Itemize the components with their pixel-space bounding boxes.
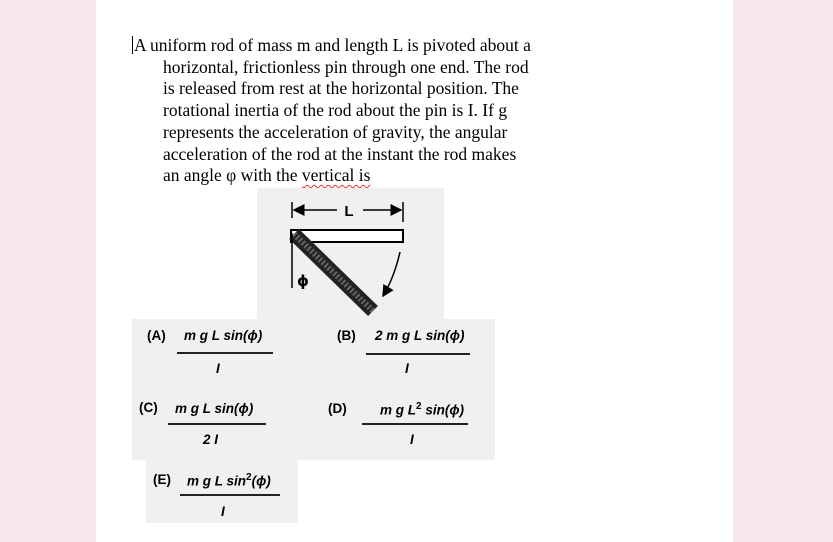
option-c-numerator: m g L sin(ϕ) bbox=[175, 401, 254, 416]
option-a-numerator: m g L sin(ϕ) bbox=[184, 328, 263, 343]
spellcheck-underline: vertical is bbox=[301, 165, 371, 186]
option-c-denominator: 2 I bbox=[203, 432, 219, 447]
rod-diagram bbox=[257, 188, 444, 331]
option-b-fraction-bar bbox=[366, 353, 470, 355]
option-a-fraction-bar bbox=[177, 352, 273, 354]
length-label: L bbox=[344, 203, 354, 220]
option-e-fraction-bar bbox=[180, 494, 280, 496]
question-line-6: acceleration of the rod at the instant the rod makes bbox=[163, 143, 517, 164]
option-c-fraction-bar bbox=[168, 423, 266, 425]
question-line-4: rotational inertia of the rod about the pin is I. If g bbox=[163, 100, 508, 121]
option-d-fraction-bar bbox=[362, 423, 468, 425]
question-line-1: A uniform rod of mass m and length L is pivoted about a bbox=[134, 35, 531, 55]
option-d-denominator: I bbox=[410, 432, 414, 447]
option-b-letter: (B) bbox=[337, 328, 356, 343]
option-b-denominator: I bbox=[405, 361, 409, 376]
option-a-letter: (A) bbox=[147, 328, 166, 343]
option-a-denominator: I bbox=[216, 361, 220, 376]
rotation-arrow bbox=[383, 252, 400, 296]
option-b-numerator: 2 m g L sin(ϕ) bbox=[375, 328, 465, 343]
option-e-letter: (E) bbox=[153, 472, 171, 487]
question-line-7: an angle φ with the vertical is bbox=[163, 165, 371, 186]
option-d-letter: (D) bbox=[328, 401, 347, 416]
text-cursor bbox=[132, 36, 133, 54]
option-e-denominator: I bbox=[221, 504, 225, 519]
question-line-2: horizontal, frictionless pin through one end. The rod bbox=[163, 56, 529, 77]
option-e-numerator: m g L $\sin^2(\phi)$ bbox=[187, 472, 271, 489]
angle-label: ϕ bbox=[297, 272, 309, 290]
question-line-5: represents the acceleration of gravity, the angular bbox=[163, 121, 508, 142]
option-c-letter: (C) bbox=[139, 400, 158, 415]
question-line-3: is released from rest at the horizontal position. The bbox=[163, 78, 519, 99]
question-text bbox=[132, 35, 602, 187]
option-d-numerator: m g $L^2$ sin(ϕ) bbox=[380, 401, 465, 418]
